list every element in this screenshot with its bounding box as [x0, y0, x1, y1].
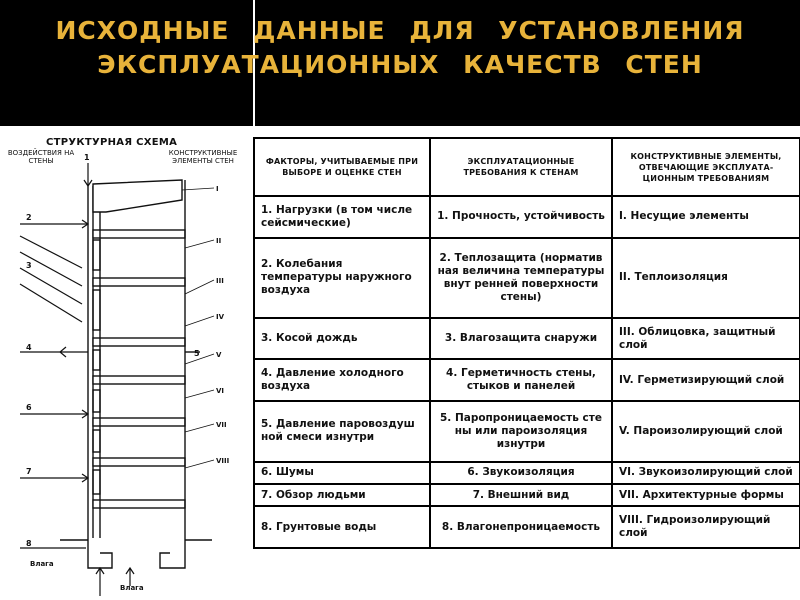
element-cell: I. Несущие элементы: [612, 196, 800, 238]
requirement-cell: 8. Влагонепроницаемость: [430, 506, 612, 548]
element-numeral-1: I: [216, 185, 219, 193]
element-numeral-5: V: [216, 351, 222, 359]
diagram-right-label: КОНСТРУКТИВНЫЕ ЭЛЕМЕНТЫ СТЕН: [168, 149, 238, 165]
table-row: [254, 506, 800, 548]
column-header-elements: КОНСТРУКТИВНЫЕ ЭЛЕМЕНТЫ, ОТВЕЧАЮЩИЕ ЭКСПЛУАТАЦИОННЫМ ТРЕБОВАНИЯМ: [612, 138, 800, 196]
diagram-left-label: ВОЗДЕЙСТВИЯ НА СТЕНЫ: [7, 149, 75, 165]
factor-cell: 7. Обзор людьми: [254, 484, 430, 506]
factor-cell: 8. Грунтовые воды: [254, 506, 430, 548]
element-cell: VII. Архитектурные формы: [612, 484, 800, 506]
moisture-label-left: Влага: [30, 560, 54, 568]
impact-number-4: 4: [26, 343, 32, 352]
element-cell: IV. Герметизирующий слой: [612, 359, 800, 401]
element-cell: VIII. Гидроизолирующий слой: [612, 506, 800, 548]
table-row: [254, 318, 800, 360]
column-header-requirements: ЭКСПЛУАТАЦИОННЫЕ ТРЕБОВАНИЯ К СТЕНАМ: [430, 138, 612, 196]
slide-title: [0, 14, 800, 82]
impact-number-1: 1: [84, 153, 90, 162]
requirement-cell: 7. Внешний вид: [430, 484, 612, 506]
requirement-cell: 1. Прочность, устойчивость: [430, 196, 612, 238]
requirement-cell: 2. Теплозащита (норматив ная величина температуры внут ренней поверхности стены): [430, 238, 612, 318]
impact-number-5: 5: [194, 349, 200, 358]
diagram-title: СТРУКТУРНАЯ СХЕМА: [46, 137, 178, 148]
element-numeral-6: VI: [216, 387, 225, 395]
impact-number-8: 8: [26, 539, 32, 548]
slide-header: [0, 0, 800, 126]
requirements-table-container: [253, 137, 799, 549]
table-row: [254, 462, 800, 484]
factor-cell: 1. Нагрузки (в том числе сейсмические): [254, 196, 430, 238]
requirement-cell: 5. Паропроницаемость сте ны или пароизоляция изнутри: [430, 401, 612, 462]
table-row: [254, 401, 800, 462]
element-cell: VI. Звукоизолирующий слой: [612, 462, 800, 484]
element-cell: II. Теплоизоляция: [612, 238, 800, 318]
element-cell: III. Облицовка, защитный слой: [612, 318, 800, 360]
factor-cell: 4. Давление холодного воздуха: [254, 359, 430, 401]
table-row: [254, 359, 800, 401]
impact-number-3: 3: [26, 261, 32, 270]
requirement-cell: 4. Герметичность стены, стыков и панелей: [430, 359, 612, 401]
slide-title-line-2: ЭКСПЛУАТАЦИОННЫХ КАЧЕСТВ СТЕН: [97, 50, 703, 79]
impact-number-6: 6: [26, 403, 32, 412]
table-header-row: [254, 138, 800, 196]
impact-number-2: 2: [26, 213, 32, 222]
factor-cell: 5. Давление паровоздуш ной смеси изнутри: [254, 401, 430, 462]
element-numeral-4: IV: [216, 313, 225, 321]
requirements-table: [253, 137, 800, 549]
table-row: [254, 238, 800, 318]
element-numeral-8: VIII: [216, 457, 230, 465]
element-cell: V. Пароизолирующий слой: [612, 401, 800, 462]
factor-cell: 2. Колебания температуры наружного воздуха: [254, 238, 430, 318]
requirement-cell: 6. Звукоизоляция: [430, 462, 612, 484]
column-header-factors: ФАКТОРЫ, УЧИТЫВАЕМЫЕ ПРИ ВЫБОРЕ И ОЦЕНКЕ СТЕН: [254, 138, 430, 196]
table-row: [254, 196, 800, 238]
requirement-cell: 3. Влагозащита снаружи: [430, 318, 612, 360]
factor-cell: 3. Косой дождь: [254, 318, 430, 360]
wall-structure-diagram: [0, 128, 250, 600]
element-numeral-7: VII: [216, 421, 227, 429]
factor-cell: 6. Шумы: [254, 462, 430, 484]
impact-number-7: 7: [26, 467, 32, 476]
element-numeral-3: III: [216, 277, 224, 285]
slide-title-line-1: ИСХОДНЫЕ ДАННЫЕ ДЛЯ УСТАНОВЛЕНИЯ: [55, 16, 745, 45]
table-row: [254, 484, 800, 506]
moisture-label-bottom: Влага: [120, 584, 144, 592]
element-numeral-2: II: [216, 237, 222, 245]
